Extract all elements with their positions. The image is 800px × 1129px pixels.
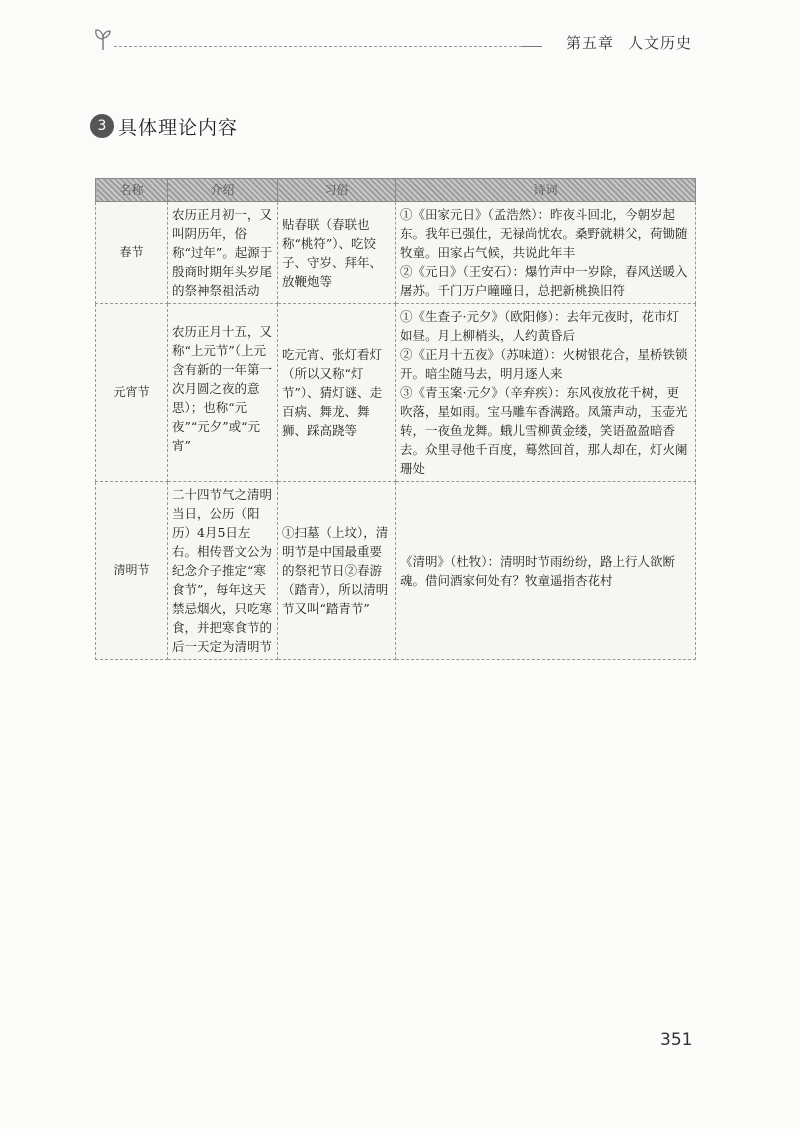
table-row-qingming-festival (96, 482, 696, 660)
festival-custom: 贴春联（春联也称“桃符”）、吃饺子、守岁、拜年、放鞭炮等 (278, 202, 396, 304)
column-header-custom: 习俗 (278, 179, 396, 202)
header-divider (114, 46, 542, 47)
table-row-spring-festival (96, 202, 696, 304)
poem-line: ②《元日》（王安石）：爆竹声中一岁除，春风送暖入屠苏。千门万户曈曈日，总把新桃换旧符 (400, 264, 688, 298)
chapter-number: 第五章 (565, 34, 614, 52)
festival-poems (396, 304, 696, 482)
chapter-title: 人文历史 (627, 34, 692, 52)
header-divider-solid (522, 46, 542, 47)
festival-intro: 农历正月十五，又称“上元节”（上元含有新的一年第一次月圆之夜的意思）；也称“元夜”“元夕”或“元宵” (168, 304, 278, 482)
poem-line: ①《田家元日》（孟浩然）：昨夜斗回北，今朝岁起东。我年已强仕，无禄尚忧农。桑野就耕父，荷锄随牧童。田家占气候，共说此年丰 (400, 207, 688, 260)
running-header (92, 26, 702, 60)
section-title: 具体理论内容 (118, 116, 239, 139)
festival-table (95, 178, 696, 660)
festival-intro: 农历正月初一，又叫阴历年，俗称“过年”。起源于殷商时期年头岁尾的祭神祭祖活动 (168, 202, 278, 304)
column-header-poems: 诗词 (396, 179, 696, 202)
table-header-row (96, 179, 696, 202)
poem-line: ②《正月十五夜》（苏味道）：火树银花合，星桥铁锁开。暗尘随马去，明月逐人来 (400, 347, 688, 381)
column-header-name: 名称 (96, 179, 168, 202)
poem-line: 《清明》（杜牧）：清明时节雨纷纷，路上行人欲断魂。借问酒家何处有？牧童遥指杏花村 (400, 553, 676, 588)
festival-custom: ①扫墓（上坟），清明节是中国最重要的祭祀节日②春游（踏青），所以清明节又叫“踏青节” (278, 482, 396, 660)
poem-line: ③《青玉案·元夕》（辛弃疾）：东风夜放花千树，更吹落，星如雨。宝马雕车香满路。凤箫声动，玉壶光转，一夜鱼龙舞。蛾儿雪柳黄金缕，笑语盈盈暗香去。众里寻他千百度，蓦然回首，那人却在，灯火阑珊处 (400, 385, 688, 476)
festival-poems (396, 482, 696, 660)
festival-intro: 二十四节气之清明当日，公历（阳历）4月5日左右。相传晋文公为纪念介子推定“寒食节”，每年这天禁忌烟火，只吃寒食，并把寒食节的后一天定为清明节 (168, 482, 278, 660)
festival-name: 清明节 (96, 482, 168, 660)
section-heading (90, 112, 238, 140)
festival-custom: 吃元宵、张灯看灯（所以又称“灯节”）、猜灯谜、走百病、舞龙、舞狮、踩高跷等 (278, 304, 396, 482)
festival-name: 元宵节 (96, 304, 168, 482)
column-header-intro: 介绍 (168, 179, 278, 202)
section-number-icon: 3 (90, 114, 114, 138)
chapter-heading (552, 32, 692, 53)
table-row-lantern-festival (96, 304, 696, 482)
festival-poems (396, 202, 696, 304)
poem-line: ①《生查子·元夕》（欧阳修）：去年元夜时，花市灯如昼。月上柳梢头，人约黄昏后 (400, 309, 679, 343)
sprout-icon (92, 26, 114, 52)
page-number: 351 (660, 1030, 693, 1050)
festival-name: 春节 (96, 202, 168, 304)
